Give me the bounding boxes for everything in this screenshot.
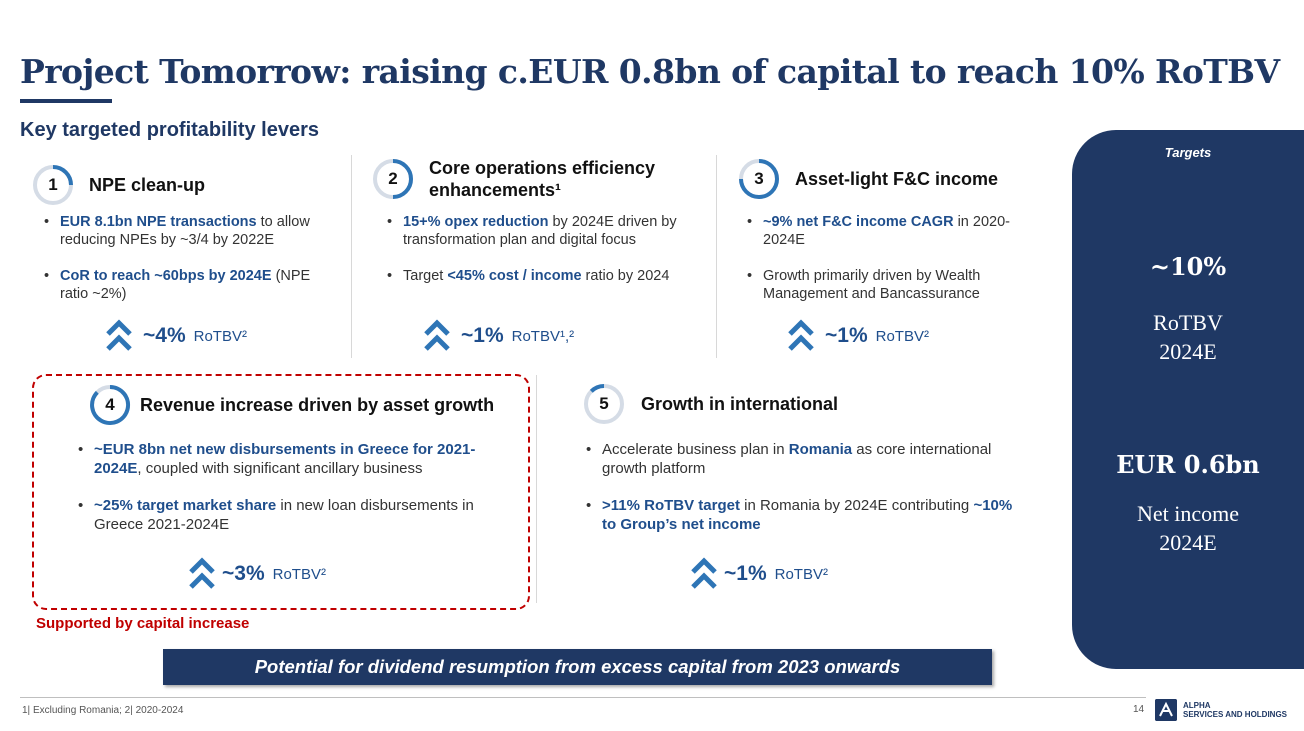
lever-title: Revenue increase driven by asset growth [140,395,495,415]
alpha-logo-icon [1155,699,1177,721]
list-item: • 15+% opex reduction by 2024E driven by transformation plan and digital focus [385,213,700,249]
target-rotbv-label: RoTBV 2024E [1153,310,1223,364]
list-item: • >11% RoTBV target in Romania by 2024E contributing ~10% to Group’s net income [584,496,1024,534]
double-chevron-up-icon [787,318,815,354]
targets-panel [1072,130,1304,669]
lever-number: 4 [105,395,115,414]
lever-2-bullets [385,213,700,303]
divider [716,155,717,358]
lever-5-impact [690,556,828,592]
list-item: • ~25% target market share in new loan disbursements in Greece 2021-2024E [76,496,516,534]
lever-number: 1 [48,175,58,194]
list-item: • Growth primarily driven by Wealth Management and Bancassurance [745,267,1035,303]
impact-value: ~1% [461,324,504,347]
lever-2-header [371,157,655,201]
impact-unit: RoTBV¹,² [511,327,575,345]
company-logo [1155,699,1287,721]
lever-3-header [737,157,998,201]
footnote: 1| Excluding Romania; 2| 2020-2024 [22,705,184,716]
impact-value: ~3% [222,562,265,585]
lever-1-bullets [42,213,332,321]
divider [351,155,352,358]
lever-1-header [31,163,205,207]
lever-4-bullets [76,440,516,552]
double-chevron-up-icon [188,556,216,592]
lever-number: 2 [388,169,398,188]
impact-unit: RoTBV² [272,565,326,583]
double-chevron-up-icon [690,556,718,592]
impact-value: ~1% [825,324,868,347]
dividend-banner: Potential for dividend resumption from excess capital from 2023 onwards [163,649,992,685]
progress-ring-icon [371,157,415,201]
list-item: • EUR 8.1bn NPE transactions to allow reducing NPEs by ~3/4 by 2022E [42,213,332,249]
lever-number: 5 [599,394,609,413]
progress-ring-icon [88,383,132,427]
target-rotbv-value: ~10% [1149,252,1227,281]
progress-ring-icon [31,163,75,207]
impact-value: ~4% [143,324,186,347]
section-subtitle: Key targeted profitability levers [20,119,319,141]
lever-number: 3 [754,169,764,188]
lever-title: Growth in international [641,394,838,414]
double-chevron-up-icon [105,318,133,354]
list-item: • Target <45% cost / income ratio by 2024 [385,267,700,285]
target-net-income-value: EUR 0.6bn [1116,450,1260,479]
footer-divider [20,697,1146,698]
progress-ring-icon [582,382,626,426]
page-number: 14 [1133,704,1145,715]
lever-5-header [582,382,838,426]
lever-title: Core operations efficiency enhancements¹ [429,158,656,200]
lever-4-impact [188,556,326,592]
target-net-income-label: Net income 2024E [1136,501,1240,555]
list-item: • Accelerate business plan in Romania as core international growth platform [584,440,1024,478]
progress-ring-icon [737,157,781,201]
lever-title: NPE clean-up [89,175,206,195]
targets-label: Targets [1164,145,1212,160]
lever-3-bullets [745,213,1035,321]
lever-2-impact [423,318,574,354]
lever-1-impact [105,318,247,354]
lever-5-bullets [584,440,1024,552]
impact-unit: RoTBV² [774,565,828,583]
supported-label: Supported by capital increase [36,615,250,632]
impact-unit: RoTBV² [193,327,247,345]
divider [536,375,537,603]
page-title: Project Tomorrow: raising c.EUR 0.8bn of capital to reach 10% RoTBV [20,52,1280,91]
logo-text: ALPHA SERVICES AND HOLDINGS [1183,701,1288,719]
double-chevron-up-icon [423,318,451,354]
list-item: • CoR to reach ~60bps by 2024E (NPE ratio ~2%) [42,267,332,303]
impact-value: ~1% [724,562,767,585]
lever-title: Asset-light F&C income [795,169,999,189]
lever-4-header [88,383,494,427]
list-item: • ~EUR 8bn net new disbursements in Greece for 2021-2024E, coupled with significant ancillary business [76,440,516,478]
lever-3-impact [787,318,929,354]
list-item: • ~9% net F&C income CAGR in 2020-2024E [745,213,1035,249]
impact-unit: RoTBV² [875,327,929,345]
title-underline [20,99,112,103]
